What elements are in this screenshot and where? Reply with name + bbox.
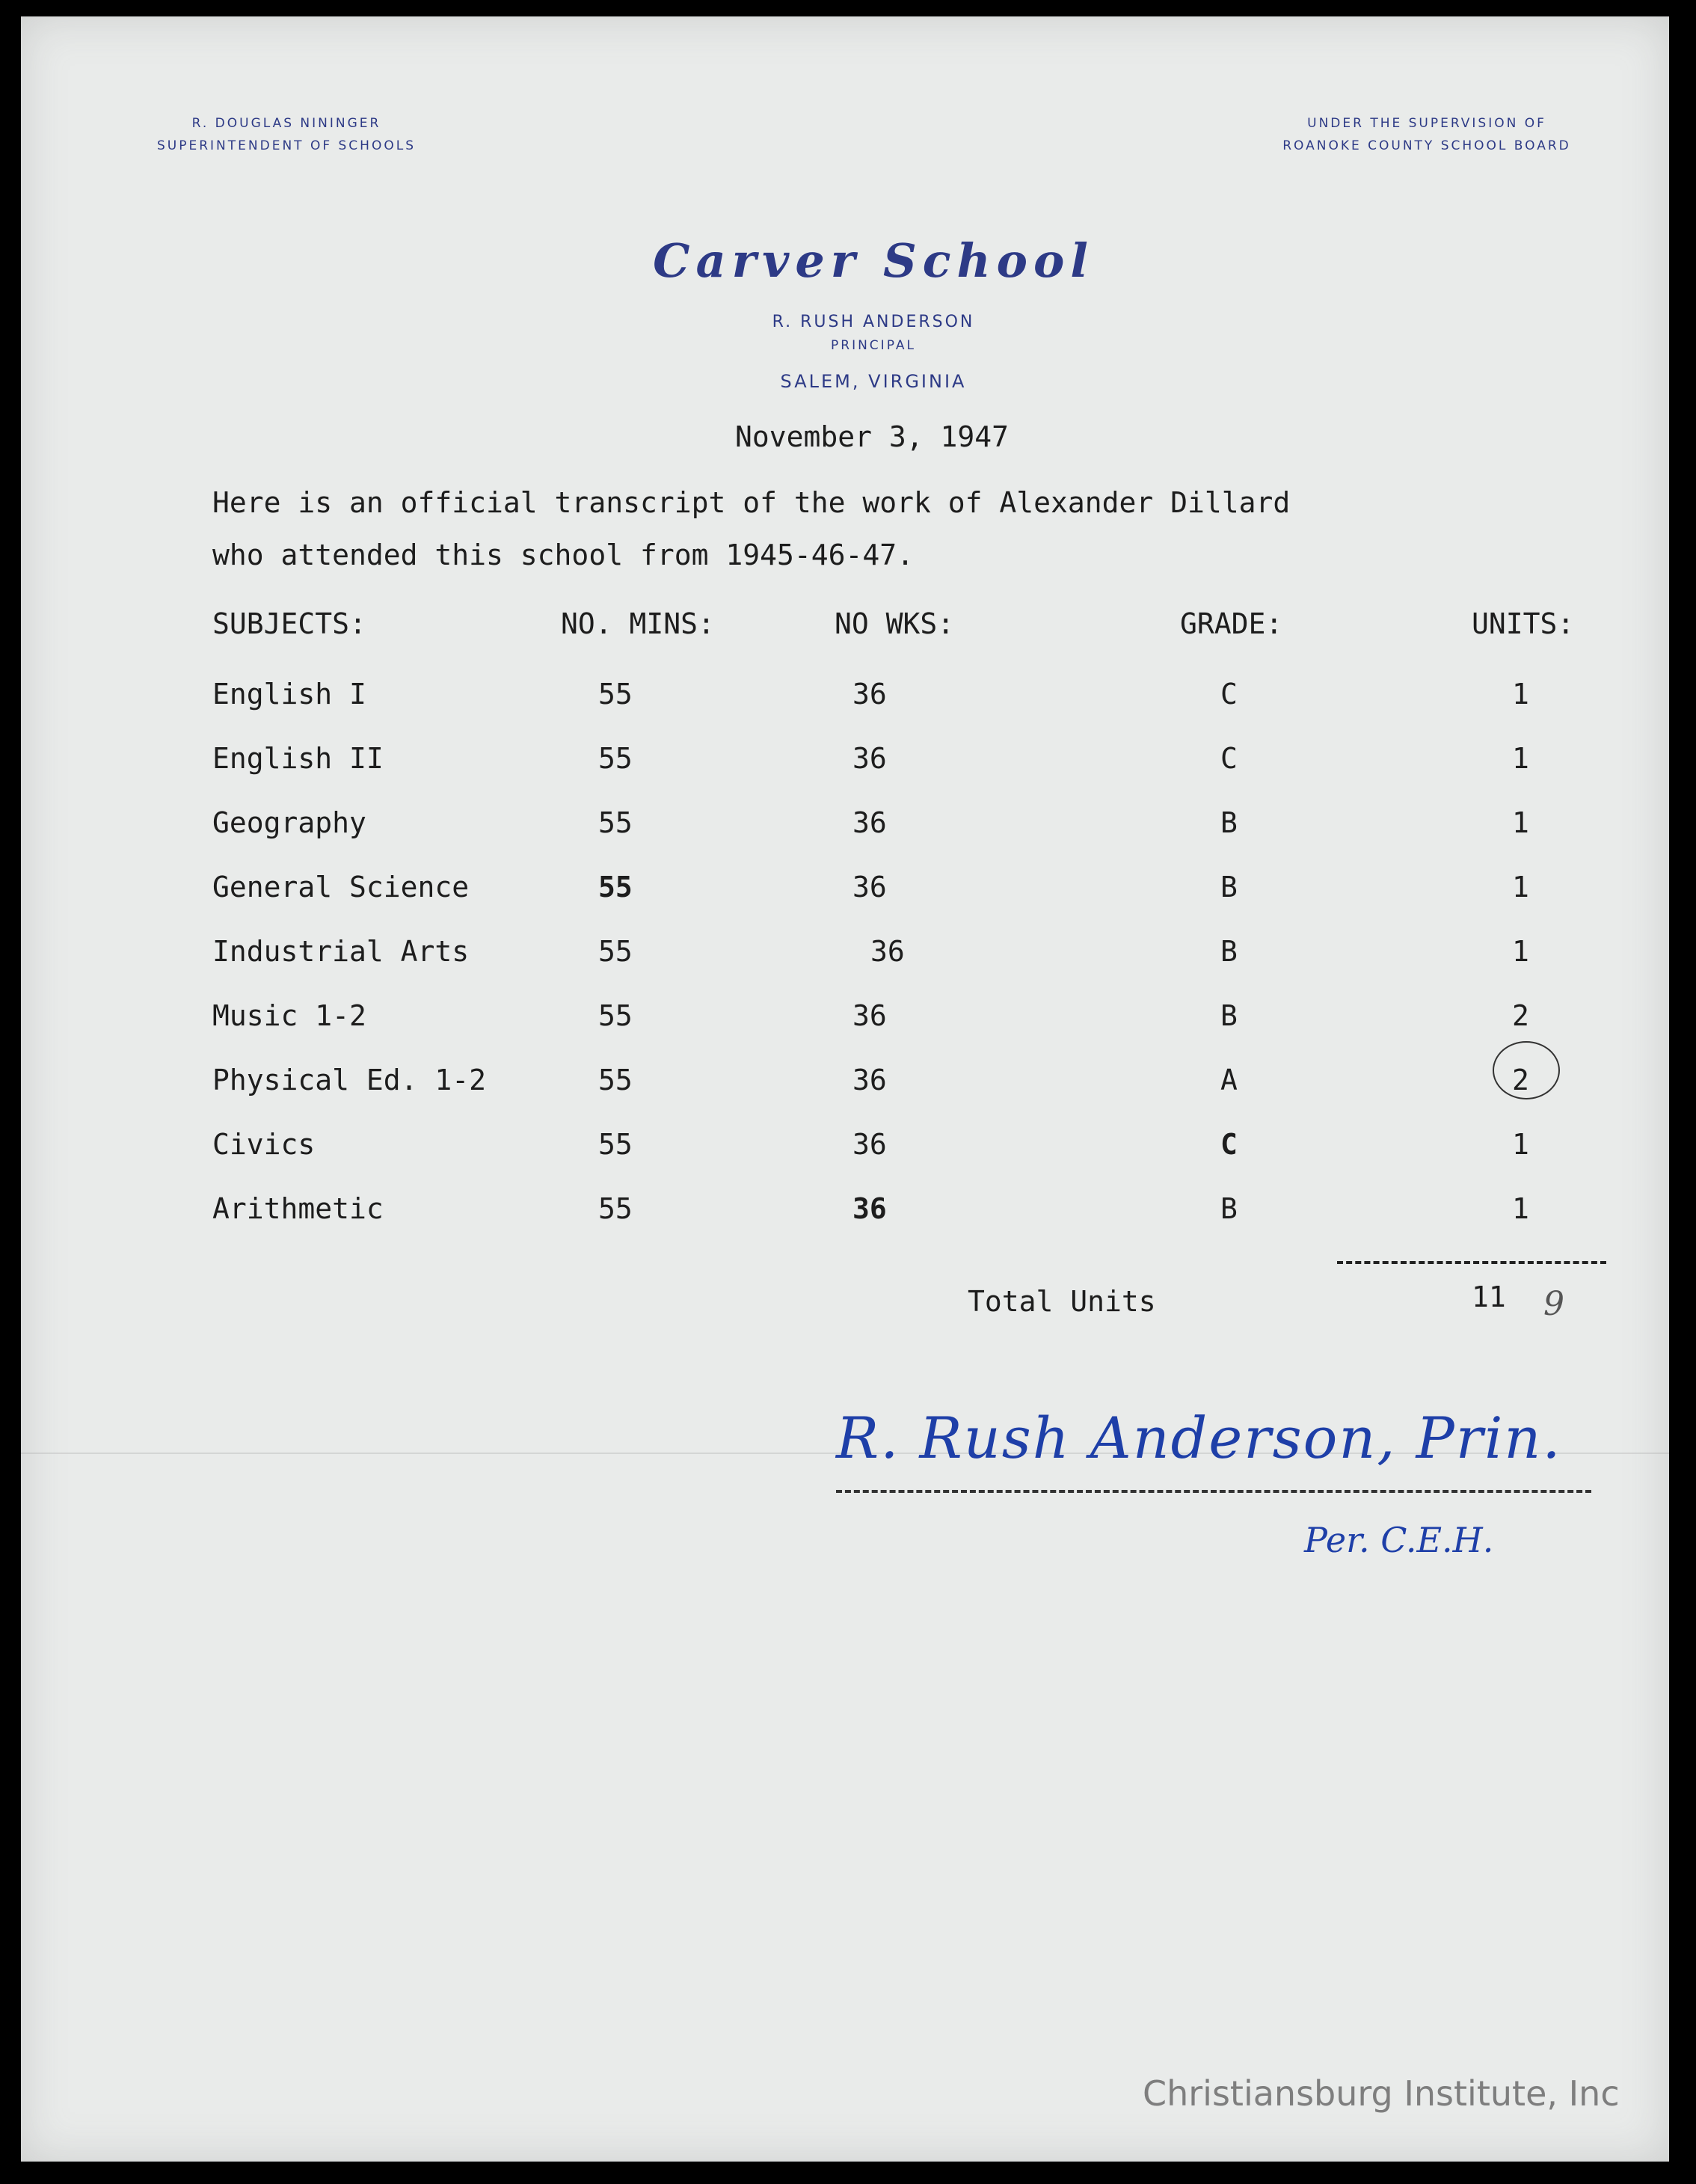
- principal-signature: R. Rush Anderson, Prin.: [836, 1405, 1562, 1471]
- principal-name: R. RUSH ANDERSON: [772, 313, 975, 331]
- subject-cell: Physical Ed. 1-2: [212, 1064, 487, 1096]
- signature-line: [836, 1490, 1591, 1493]
- grade-cell: B: [1220, 806, 1238, 839]
- grade-cell: B: [1220, 871, 1238, 904]
- intro-line-2: who attended this school from 1945-46-47.: [212, 539, 914, 571]
- wks-cell: 36: [852, 871, 887, 904]
- total-units-value: 11: [1472, 1280, 1506, 1313]
- school-name: Carver School: [653, 233, 1094, 288]
- wks-cell: 36: [852, 806, 887, 839]
- mins-cell: 55: [598, 1192, 633, 1225]
- subject-cell: General Science: [212, 871, 470, 904]
- wks-cell: 36: [852, 742, 887, 775]
- subject-cell: Geography: [212, 806, 366, 839]
- letter-date: November 3, 1947: [735, 420, 1010, 453]
- subject-cell: English II: [212, 742, 384, 775]
- grade-cell: C: [1220, 678, 1238, 711]
- supervision-line: UNDER THE SUPERVISION OF: [1307, 116, 1546, 131]
- handwritten-circle-mark: [1493, 1041, 1560, 1099]
- transcript-page: [21, 16, 1669, 2162]
- letterhead-left: [111, 112, 462, 157]
- mins-cell: 55: [598, 742, 633, 775]
- subject-cell: Civics: [212, 1128, 316, 1161]
- superintendent-name: R. DOUGLAS NININGER: [191, 116, 381, 131]
- wks-cell: 36: [852, 999, 887, 1032]
- header-mins: NO. MINS:: [561, 607, 715, 640]
- units-cell: 1: [1512, 742, 1529, 775]
- units-cell: 1: [1512, 806, 1529, 839]
- wks-cell: 36: [852, 1064, 887, 1096]
- mins-cell: 55: [598, 871, 633, 904]
- subject-cell: Music 1-2: [212, 999, 366, 1032]
- header-units: UNITS:: [1472, 607, 1575, 640]
- signature-per-initials: Per. C.E.H.: [1304, 1520, 1494, 1560]
- grade-cell: C: [1220, 742, 1238, 775]
- units-cell: 1: [1512, 1192, 1529, 1225]
- superintendent-title: SUPERINTENDENT OF SCHOOLS: [157, 138, 416, 153]
- wks-cell: 36: [852, 1192, 887, 1225]
- mins-cell: 55: [598, 935, 633, 968]
- mins-cell: 55: [598, 806, 633, 839]
- total-divider: [1337, 1261, 1606, 1264]
- total-units-label: Total Units: [968, 1285, 1156, 1318]
- units-cell: 1: [1512, 1128, 1529, 1161]
- grade-cell: A: [1220, 1064, 1238, 1096]
- subject-cell: Industrial Arts: [212, 935, 470, 968]
- school-location: SALEM, VIRGINIA: [780, 371, 967, 392]
- units-cell: 2: [1512, 999, 1529, 1032]
- intro-line-1: Here is an official transcript of the work of Alexander Dillard: [212, 486, 1291, 519]
- school-board-name: ROANOKE COUNTY SCHOOL BOARD: [1282, 138, 1571, 153]
- grade-cell: B: [1220, 999, 1238, 1032]
- grade-cell: C: [1220, 1128, 1238, 1161]
- mins-cell: 55: [598, 999, 633, 1032]
- wks-cell: 36: [870, 935, 905, 968]
- units-cell: 1: [1512, 871, 1529, 904]
- subject-cell: English I: [212, 678, 366, 711]
- header-subjects: SUBJECTS:: [212, 607, 366, 640]
- letterhead-right: [1217, 112, 1636, 157]
- subject-cell: Arithmetic: [212, 1192, 384, 1225]
- units-cell: 1: [1512, 935, 1529, 968]
- wks-cell: 36: [852, 678, 887, 711]
- mins-cell: 55: [598, 678, 633, 711]
- watermark-text: Christiansburg Institute, Inc: [1143, 2073, 1620, 2114]
- grade-cell: B: [1220, 1192, 1238, 1225]
- handwritten-total-correction: 9: [1543, 1285, 1564, 1323]
- grade-cell: B: [1220, 935, 1238, 968]
- units-cell: 2: [1512, 1064, 1529, 1096]
- mins-cell: 55: [598, 1064, 633, 1096]
- principal-title: PRINCIPAL: [831, 338, 916, 353]
- header-grade: GRADE:: [1180, 607, 1283, 640]
- mins-cell: 55: [598, 1128, 633, 1161]
- units-cell: 1: [1512, 678, 1529, 711]
- wks-cell: 36: [852, 1128, 887, 1161]
- header-wks: NO WKS:: [835, 607, 955, 640]
